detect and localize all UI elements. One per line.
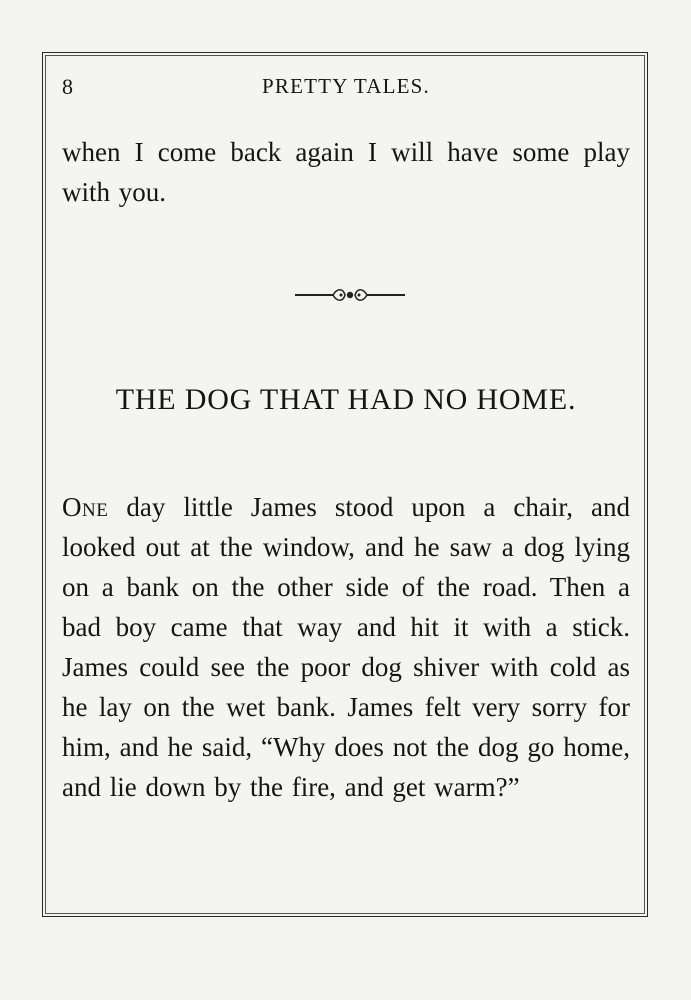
page-header bbox=[62, 74, 630, 108]
story-title: THE DOG THAT HAD NO HOME. bbox=[115, 383, 577, 416]
story-lead-word: One bbox=[62, 492, 109, 522]
story-body-text: day little James stood upon a chair, and looked out at the window, and he saw a dog lying on a bank on the other side of the road. Then a bad boy came that way and hit it with a stick. James could see the poor dog shiver with cold as he lay on the wet bank. James felt very sorry for him, and he said, “Why does not the dog go home, and lie down by the fire, and get warm?” bbox=[62, 492, 630, 802]
page-number: 8 bbox=[62, 74, 74, 99]
scroll-ornament-icon bbox=[295, 285, 405, 305]
running-title: PRETTY TALES. bbox=[262, 74, 430, 98]
story-paragraph bbox=[62, 487, 630, 807]
intro-paragraph: when I come back again I will have some play with you. bbox=[62, 137, 630, 207]
